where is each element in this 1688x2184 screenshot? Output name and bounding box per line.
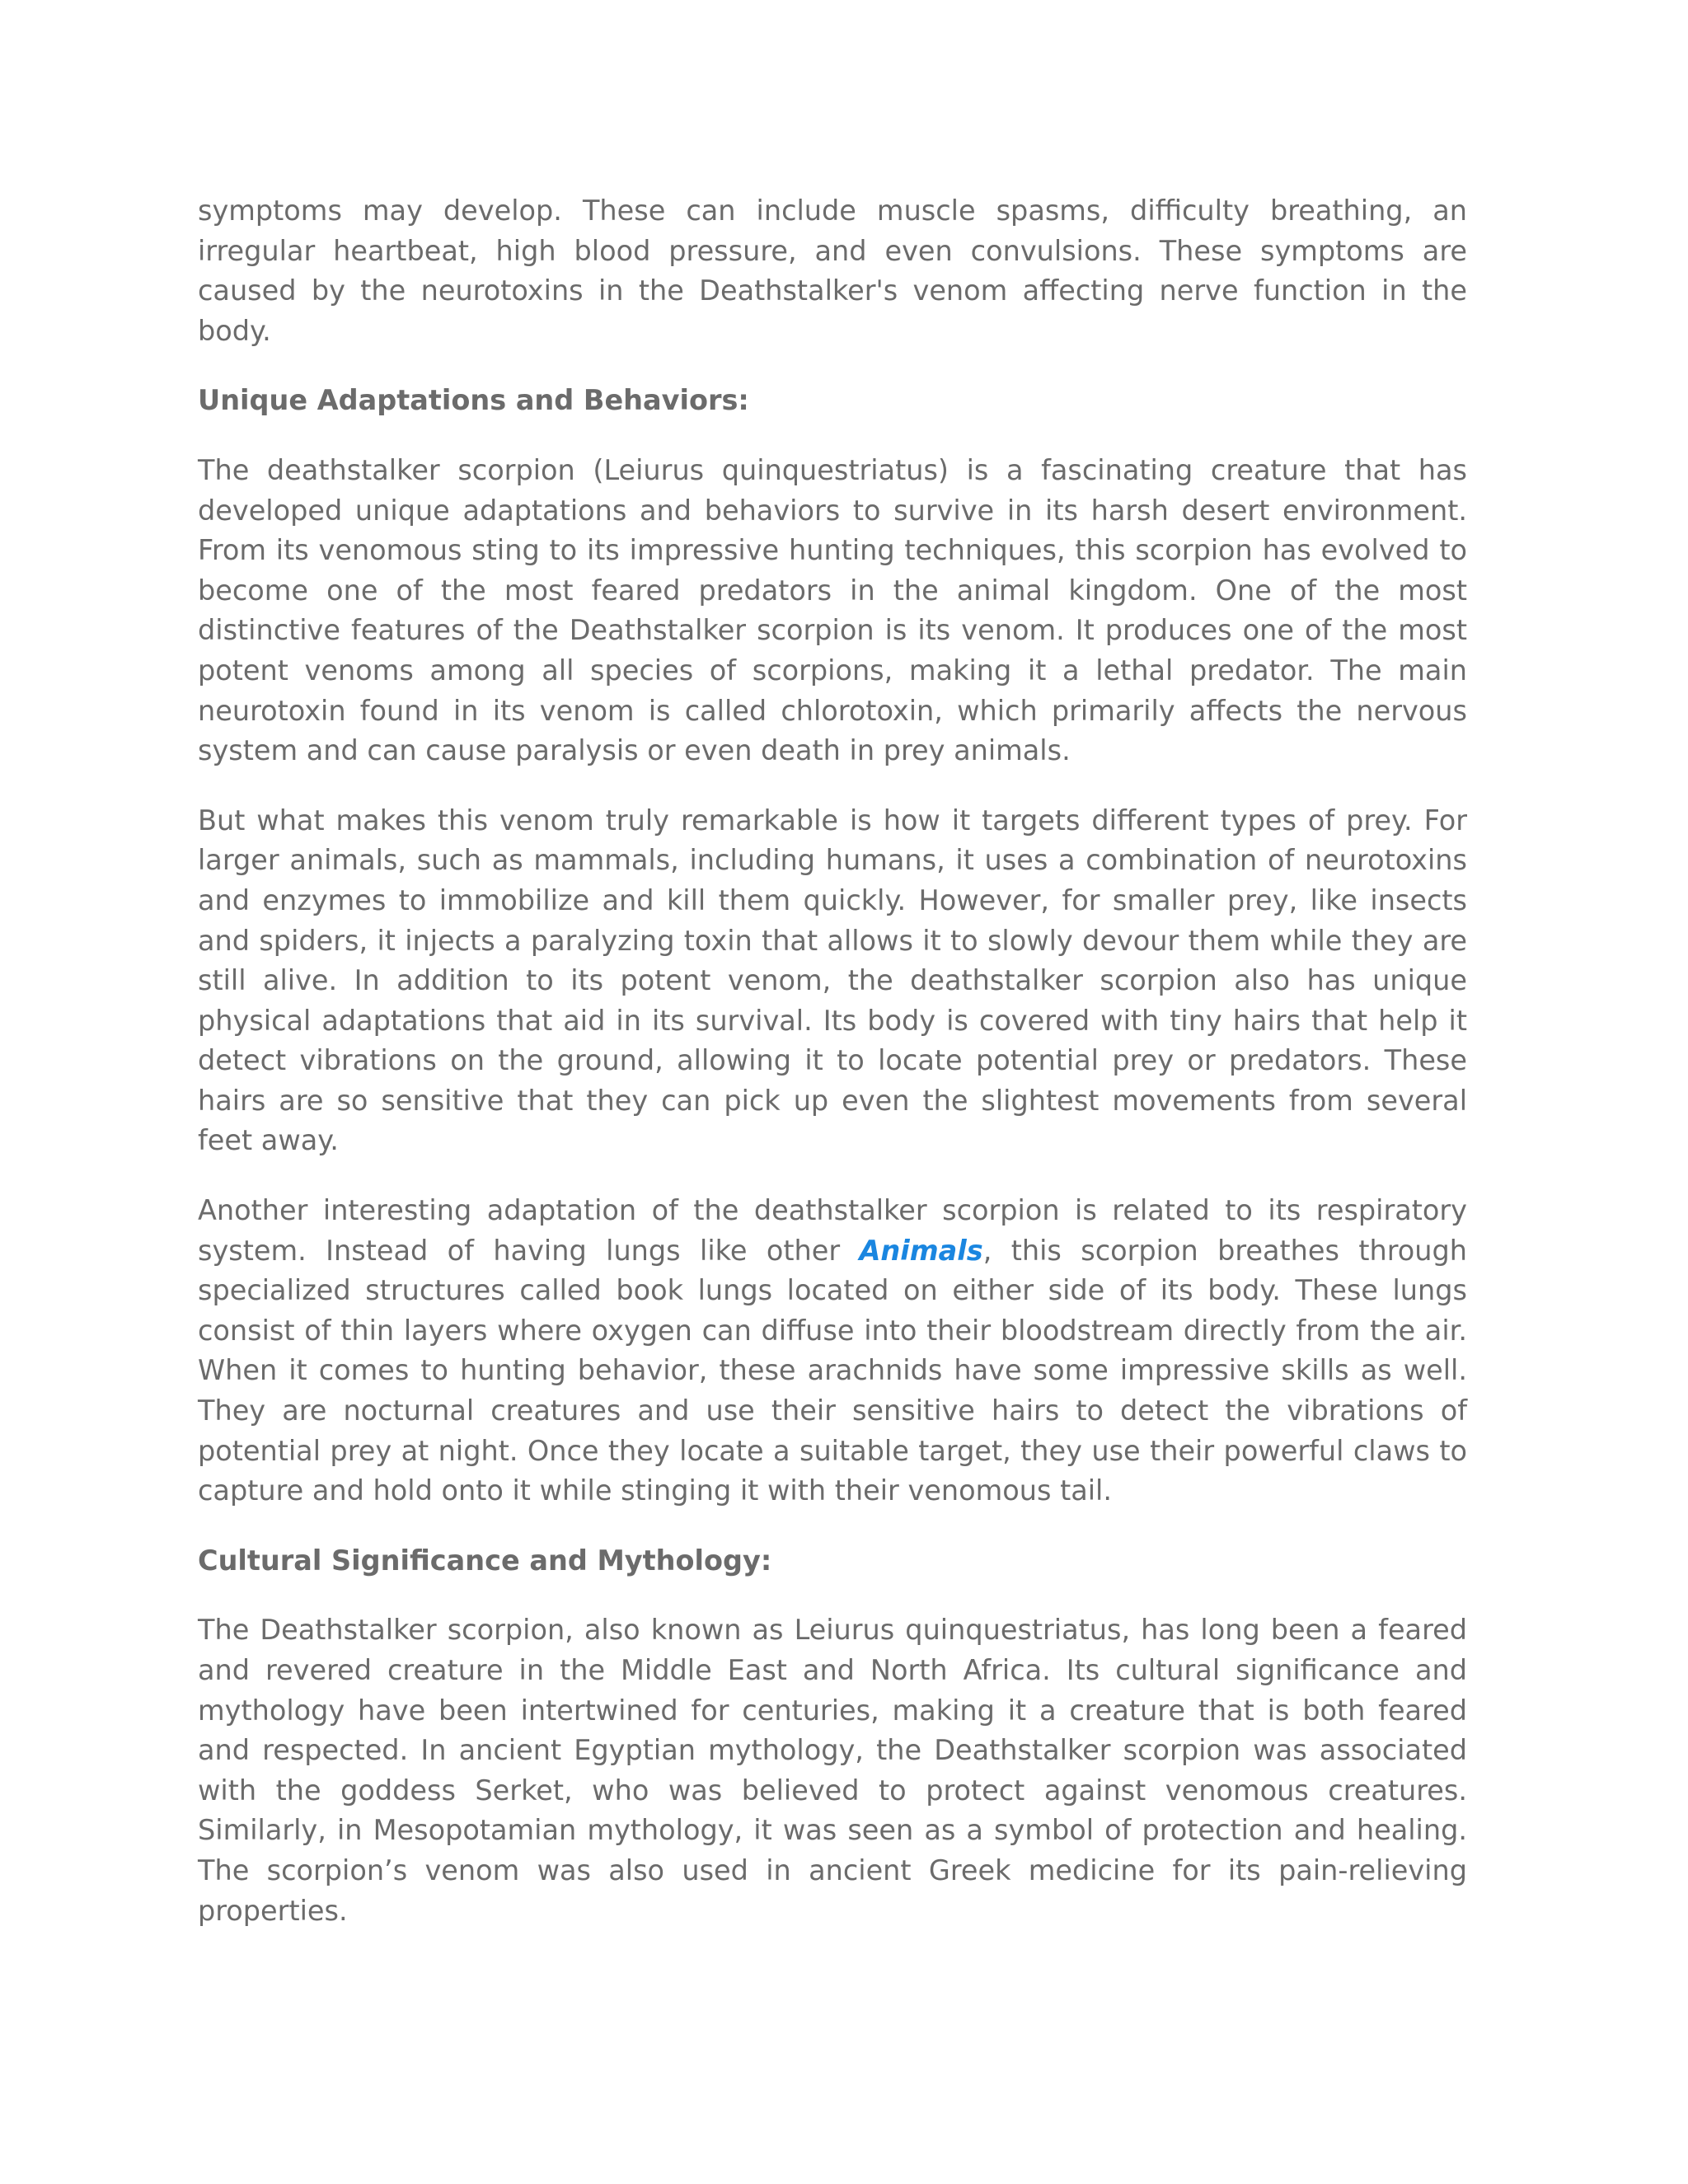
- intro-paragraph: symptoms may develop. These can include muscle spasms, difficulty breathing, an irregular heartbeat, high blood pressure, and even convulsions. These symptoms are caused by the neurotoxins in the Deathstalker's venom affecting nerve function in the body.: [198, 194, 1467, 347]
- paragraph-text-after-link: , this scorpion breathes through specialized structures called book lungs located on either side of its body. These lungs consist of thin layers where oxygen can diffuse into their bloodstream directly from the air. When it comes to hunting behavior, these arachnids have some impressive skills as well. They are nocturnal creatures and use their sensitive hairs to detect the vibrations of potential prey at night. Once they locate a suitable target, they use their powerful claws to capture and hold onto it while stinging it with their venomous tail.: [198, 1234, 1468, 1507]
- adaptations-paragraph-2: But what makes this venom truly remarkable is how it targets different types of prey. For larger animals, such as mammals, including humans, it uses a combination of neurotoxins and enzymes to immobilize and kill them quickly. However, for smaller prey, like insects and spiders, it injects a paralyzing toxin that allows it to slowly devour them while they are still alive. In addition to its potent venom, the deathstalker scorpion also has unique physical adaptations that aid in its survival. Its body is covered with tiny hairs that help it detect vibrations on the ground, allowing it to locate potential prey or predators. These hairs are so sensitive that they can pick up even the slightest movements from several feet away.: [198, 804, 1467, 1157]
- culture-paragraph-1: The Deathstalker scorpion, also known as Leiurus quinquestriatus, has long been a feared and revered creature in the Middle East and North Africa. Its cultural significance and mythology have been intertwined for centuries, making it a creature that is both feared and respected. In ancient Egyptian mythology, the Deathstalker scorpion was associated with the goddess Serket, who was believed to protect against venomous creatures. Similarly, in Mesopotamian mythology, it was seen as a symbol of protection and healing. The scorpion’s venom was also used in ancient Greek medicine for its pain-relieving properties.: [198, 1614, 1467, 1927]
- adaptations-paragraph-1: The deathstalker scorpion (Leiurus quinquestriatus) is a fascinating creature that has developed unique adaptations and behaviors to survive in its harsh desert environment. From its venomous sting to its impressive hunting techniques, this scorpion has evolved to become one of the most feared predators in the animal kingdom. One of the most distinctive features of the Deathstalker scorpion is its venom. It produces one of the most potent venoms among all species of scorpions, making it a lethal predator. The main neurotoxin found in its venom is called chlorotoxin, which primarily affects the nervous system and can cause paralysis or even death in prey animals.: [198, 453, 1467, 767]
- section-heading-adaptations: Unique Adaptations and Behaviors:: [198, 384, 749, 417]
- document-page: [198, 191, 1467, 1961]
- animals-link[interactable]: Animals: [859, 1234, 983, 1267]
- paragraph-text-before-link: Another interesting adaptation of the deathstalker scorpion is related to its respiratory system. Instead of having lungs like other: [198, 1194, 1467, 1267]
- adaptations-paragraph-3: [198, 1191, 1467, 1511]
- section-heading-culture: Cultural Significance and Mythology:: [198, 1544, 772, 1577]
